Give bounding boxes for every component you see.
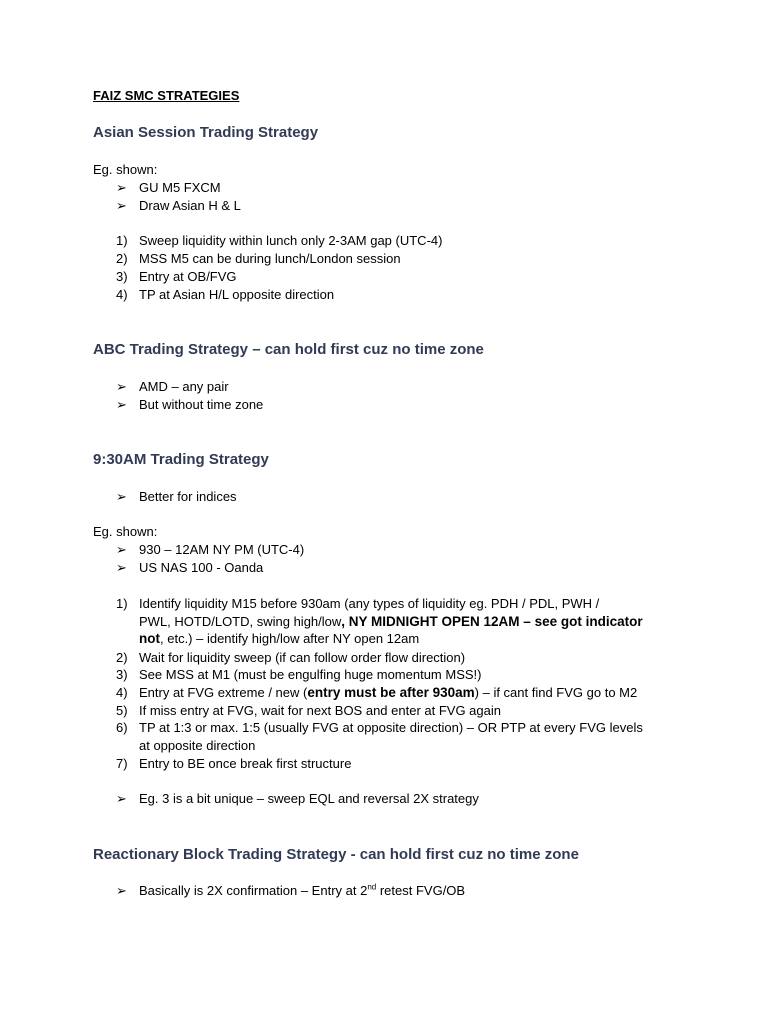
arrow-bullet-icon: ➢	[116, 489, 127, 504]
document-title: FAIZ SMC STRATEGIES	[93, 88, 240, 103]
arrow-bullet-icon: ➢	[116, 883, 127, 898]
arrow-bullet-icon: ➢	[116, 560, 127, 575]
heading-reactionary-block: Reactionary Block Trading Strategy - can hold first cuz no time zone	[93, 846, 579, 863]
heading-asian-session: Asian Session Trading Strategy	[93, 124, 319, 141]
arrow-bullet-icon: ➢	[116, 198, 127, 213]
arrow-bullet-icon: ➢	[116, 542, 127, 557]
arrow-bullet-icon: ➢	[116, 379, 127, 394]
heading-abc-strategy: ABC Trading Strategy – can hold first cuz no time zone	[93, 341, 484, 358]
numbered-item-continuation: PWL, HOTD/LOTD, swing high/low, NY MIDNIGHT OPEN 12AM – see got indicator	[139, 614, 643, 629]
numbered-item-continuation: at opposite direction	[139, 738, 256, 753]
eg-label: Eg. shown:	[93, 162, 158, 177]
arrow-bullet-icon: ➢	[116, 397, 127, 412]
document-page: FAIZ SMC STRATEGIES Asian Session Trading Strategy Eg. shown: ➢ GU M5 FXCM ➢ Draw Asian H & L 1) Sweep liquidity within lunch only 2-3AM gap (UTC-4) 2) MSS M5 can be during lunch/London session 3) Entry at OB/FVG 4) TP at Asian H/L opposite direction ABC Trading Strategy – can hold first cuz no time zone ➢ AMD – any pair ➢ But without time zone 9:30AM Trading Strategy ➢ Better for indices Eg. shown: ➢ 930 – 12AM NY PM (UTC-4) ➢ US NAS 100 - Oanda 1) Identify liquidity M15 before 930am (any types of liquidity eg. PDH / PDL, PWH / PWL, HOTD/LOTD, swing high/low, NY MIDNIGHT OPEN 12AM – see got indicator not, etc.) – identify high/low after NY open 12am 2) Wait for liquidity sweep (if can follow order flow direction) 3) See MSS at M1 (must be engulfing huge momentum MSS!) 4) Entry at FVG extreme / new (entry must be after 930am) – if cant find FVG go to M2 5) If miss entry at FVG, wait for next BOS and enter at FVG again 6) TP at 1:3 or max. 1:5 (usually FVG at opposite direction) – OR PTP at every FVG levels at opposite direction 7) Entry to BE once break first structure ➢ Eg. 3 is a bit unique – sweep EQL and reversal 2X strategy Reactionary Block Trading Strategy - can hold first cuz no time zone ➢ Basically is 2X confirmation – Entry at 2nd retest FVG/OB	[93, 88, 643, 898]
arrow-bullet-icon: ➢	[116, 180, 127, 195]
numbered-item-continuation: not, etc.) – identify high/low after NY open 12am	[139, 631, 420, 646]
heading-930am-strategy: 9:30AM Trading Strategy	[93, 451, 269, 468]
eg-label: Eg. shown:	[93, 524, 158, 539]
arrow-bullet-icon: ➢	[116, 791, 127, 806]
